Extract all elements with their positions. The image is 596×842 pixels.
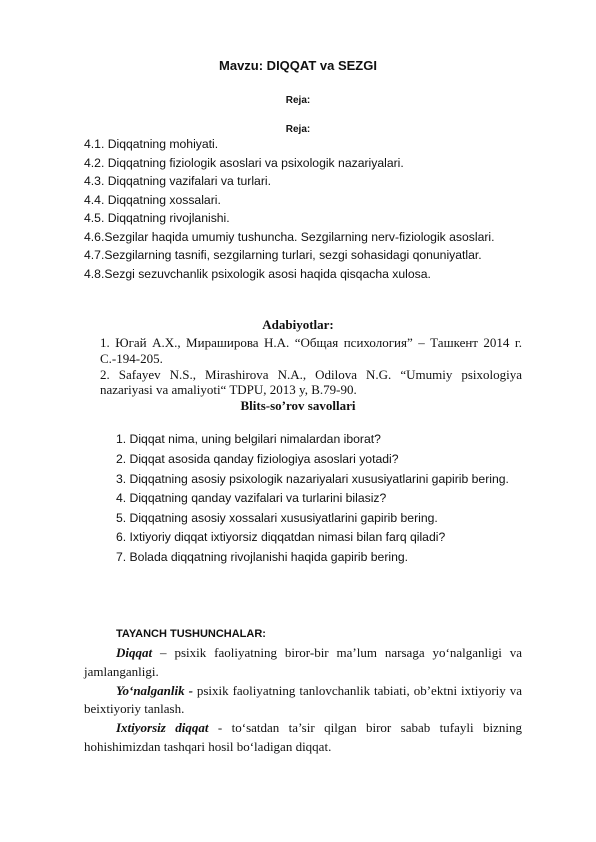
definition-text: – psixik faoliyatning biror-bir ma’lum narsaga yo‘nalganligi va: [152, 645, 522, 660]
question-item: 6. Ixtiyoriy diqqat ixtiyorsiz diqqatdan nimasi bilan farq qiladi?: [116, 530, 446, 544]
plan-item: 4.6.Sezgilar haqida umumiy tushuncha. Sezgilarning nerv-fiziologik asoslari.: [84, 230, 495, 244]
definition-text: - to‘satdan ta’sir qilgan biror sabab tufayli bizning: [208, 720, 522, 735]
reference-2-line-2: nazariyasi va amaliyoti“ TDPU, 2013 y, B.79-90.: [100, 382, 357, 397]
definition-2-line-2: beixtiyoriy tanlash.: [84, 701, 185, 716]
definition-term: Ixtiyorsiz diqqat: [116, 720, 209, 735]
plan-item: 4.5. Diqqatning rivojlanishi.: [84, 211, 230, 225]
reja-label: Reja:: [285, 124, 311, 135]
reja-label: Reja:: [285, 95, 311, 106]
definition-term: Diqqat: [116, 645, 153, 660]
page-title: Mavzu: DIQQAT va SEZGI: [219, 58, 377, 73]
plan-item: 4.7.Sezgilarning tasnifi, sezgilarning turlari, sezgi sohasidagi qonuniyatlar.: [84, 248, 482, 262]
definition-1-line-1: [84, 645, 522, 661]
plan-item: 4.4. Diqqatning xossalari.: [84, 193, 221, 207]
question-item: 4. Diqqatning qanday vazifalari va turlarini bilasiz?: [116, 491, 387, 505]
definition-3-line-1: [84, 720, 522, 736]
plan-item: 4.1. Diqqatning mohiyati.: [84, 137, 219, 151]
definition-3-line-2: hohishimizdan tashqari hosil bo‘ladigan diqqat.: [84, 739, 332, 754]
definition-term: Yo‘nalganlik -: [116, 683, 193, 698]
question-item: 7. Bolada diqqatning rivojlanishi haqida gapirib bering.: [116, 550, 409, 564]
key-concepts-heading: TAYANCH TUSHUNCHALAR:: [116, 628, 266, 640]
question-item: 3. Diqqatning asosiy psixologik nazariyalari xususiyatlarini gapirib bering.: [116, 472, 509, 486]
reference-1-line-1: 1. Югай А.Х., Мираширова Н.А. “Общая психология” – Ташкент 2014 г.: [100, 335, 522, 350]
question-item: 5. Diqqatning asosiy xossalari xususiyatlarini gapirib bering.: [116, 511, 438, 525]
question-item: 2. Diqqat asosida qanday fiziologiya asoslari yotadi?: [116, 452, 399, 466]
definition-1-line-2: jamlanganligi.: [84, 664, 159, 679]
definition-text: psixik faoliyatning tanlovchanlik tabiati, ob’ektni ixtiyoriy va: [192, 683, 522, 698]
blits-heading: Blits-so’rov savollari: [240, 398, 356, 413]
reference-1-line-2: С.-194-205.: [100, 351, 163, 366]
plan-item: 4.8.Sezgi sezuvchanlik psixologik asosi haqida qisqacha xulosa.: [84, 267, 431, 281]
question-item: 1. Diqqat nima, uning belgilari nimalardan iborat?: [116, 432, 381, 446]
plan-item: 4.3. Diqqatning vazifalari va turlari.: [84, 174, 271, 188]
plan-item: 4.2. Diqqatning fiziologik asoslari va psixologik nazariyalari.: [84, 156, 404, 170]
reference-2-line-1: 2. Safayev N.S., Mirashirova N.A., Odilova N.G. “Umumiy psixologiya: [100, 367, 522, 382]
references-heading: Adabiyotlar:: [262, 317, 334, 332]
definition-2-line-1: [84, 683, 522, 699]
